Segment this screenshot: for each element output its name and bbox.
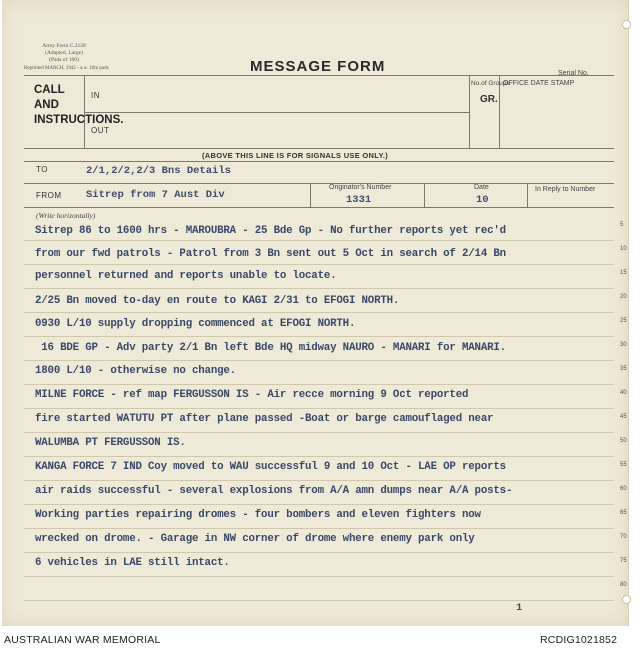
punch-hole (622, 595, 631, 604)
date-label: Date (474, 184, 489, 191)
page-number: 1 (516, 602, 523, 614)
message-line: from our fwd patrols - Patrol from 3 Bn sent out 5 Oct in search of 2/14 Bn (35, 248, 506, 260)
header-line-3: (Pads of 100) (49, 57, 79, 63)
to-label: TO (36, 165, 48, 174)
footer-right: RCDIG1021852 (540, 634, 618, 646)
header-line-4: Reprinted MARCH, 1942 - a.w. 10m pads (24, 66, 109, 71)
message-line: 6 vehicles in LAE still intact. (35, 557, 230, 569)
form-header-print (24, 43, 104, 64)
message-line: KANGA FORCE 7 IND Coy moved to WAU successful 9 and 10 Oct - LAE OP reports (35, 461, 506, 473)
margin-number: 15 (620, 270, 627, 276)
message-line: Working parties repairing dromes - four bombers and eleven fighters now (35, 509, 481, 521)
margin-number: 30 (620, 342, 627, 348)
to-value: 2/1,2/2,2/3 Bns Details (86, 165, 231, 177)
message-line: MILNE FORCE - ref map FERGUSSON IS - Air recce morning 9 Oct reported (35, 389, 469, 401)
groups-label: No.of Groups (471, 80, 510, 87)
message-line: Sitrep 86 to 1600 hrs - MAROUBRA - 25 Bde Gp - No further reports yet rec'd (35, 225, 506, 237)
reply-number-label: In Reply to Number (535, 186, 596, 193)
margin-number: 35 (620, 366, 627, 372)
margin-number: 25 (620, 318, 627, 324)
call-instructions-label: CALL AND INSTRUCTIONS. (34, 84, 124, 126)
margin-number: 80 (620, 582, 627, 588)
message-line: 16 BDE GP - Adv party 2/1 Bn left Bde HQ midway NAURO - MANARI for MANARI. (35, 342, 506, 354)
margin-number: 5 (620, 222, 624, 228)
message-line: WALUMBA PT FERGUSSON IS. (35, 437, 186, 449)
margin-number: 65 (620, 510, 627, 516)
office-date-stamp-label: OFFICE DATE STAMP (503, 80, 575, 87)
margin-number: 45 (620, 414, 627, 420)
message-line: personnel returned and reports unable to locate. (35, 270, 337, 282)
out-label: OUT (91, 126, 110, 135)
in-label: IN (91, 91, 100, 100)
punch-hole (622, 20, 631, 29)
margin-number: 20 (620, 294, 627, 300)
margin-number: 75 (620, 558, 627, 564)
originator-number-value: 1331 (346, 194, 372, 206)
from-value: Sitrep from 7 Aust Div (86, 189, 225, 201)
footer-left: AUSTRALIAN WAR MEMORIAL (4, 634, 161, 646)
margin-number: 60 (620, 486, 627, 492)
message-line: air raids successful - several explosions from A/A amn dumps near A/A posts- (35, 485, 513, 497)
write-horizontally-note: (Write horizontally) (36, 211, 96, 220)
message-line: 0930 L/10 supply dropping commenced at EFOGI NORTH. (35, 318, 356, 330)
header-line-1: Army Form C.2128 (42, 43, 86, 49)
originator-number-label: Originator's Number (329, 184, 392, 191)
message-line: 1800 L/10 - otherwise no change. (35, 365, 236, 377)
margin-number: 55 (620, 462, 627, 468)
from-label: FROM (36, 191, 62, 200)
signals-note: (ABOVE THIS LINE IS FOR SIGNALS USE ONLY.) (202, 151, 389, 160)
date-value: 10 (476, 194, 489, 206)
margin-number: 70 (620, 534, 627, 540)
message-form-sheet (2, 0, 629, 626)
header-line-2: (Adapted, Large) (45, 50, 83, 56)
message-line: 2/25 Bn moved to-day en route to KAGI 2/31 to EFOGI NORTH. (35, 295, 400, 307)
message-line: wrecked on drome. - Garage in NW corner of drome where enemy park only (35, 533, 475, 545)
margin-number: 50 (620, 438, 627, 444)
form-title: MESSAGE FORM (250, 58, 386, 75)
serial-label: Serial No. (558, 70, 589, 77)
gr-label: GR. (480, 94, 498, 105)
margin-number: 40 (620, 390, 627, 396)
message-line: fire started WATUTU PT after plane passed -Boat or barge camouflaged near (35, 413, 494, 425)
margin-number: 10 (620, 246, 627, 252)
